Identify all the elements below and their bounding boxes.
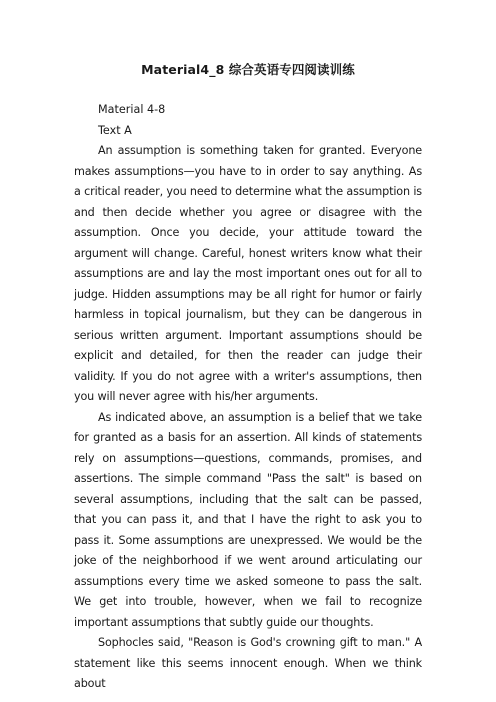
document-title: Material4_8 综合英语专四阅读训练 — [141, 62, 355, 77]
text-label: Text A — [98, 123, 132, 137]
paragraph-3: Sophocles said, "Reason is God's crowning gift to man." A statement like this seems innocent enough. When we think about — [74, 636, 422, 690]
paragraph-1: An assumption is something taken for granted. Everyone makes assumptions—you have to in order to say anything. As a critical reader, you need to determine what the assumption is and then decide whether you agree or disagree with the assumption. Once you decide, your attitude toward the argument will change. Careful, honest writers know what their assumptions are and lay the most important ones out for all to judge. Hidden assumptions may be all right for humor or fairly harmless in topical journalism, but they can be dangerous in serious written argument. Important assumptions should be explicit and detailed, for then the reader can judge their validity. If you do not agree with a writer's assumptions, then you will never agree with his/her arguments. — [74, 144, 422, 403]
material-label: Material 4-8 — [98, 103, 166, 116]
paragraph-2: As indicated above, an assumption is a belief that we take for granted as a basis for an assertion. All kinds of statements rely on assumptions—questions, commands, promises, and assertions. The simple command "Pass the salt" is based on several assumptions, including that the salt can be passed, that you can pass it, and that I have the right to ask you to pass it. Some assumptions are unexpressed. We would be the joke of the neighborhood if we went around articulating our assumptions every time we asked someone to pass the salt. We get into trouble, however, when we fail to recognize important assumptions that subtly guide our thoughts. — [74, 410, 422, 629]
